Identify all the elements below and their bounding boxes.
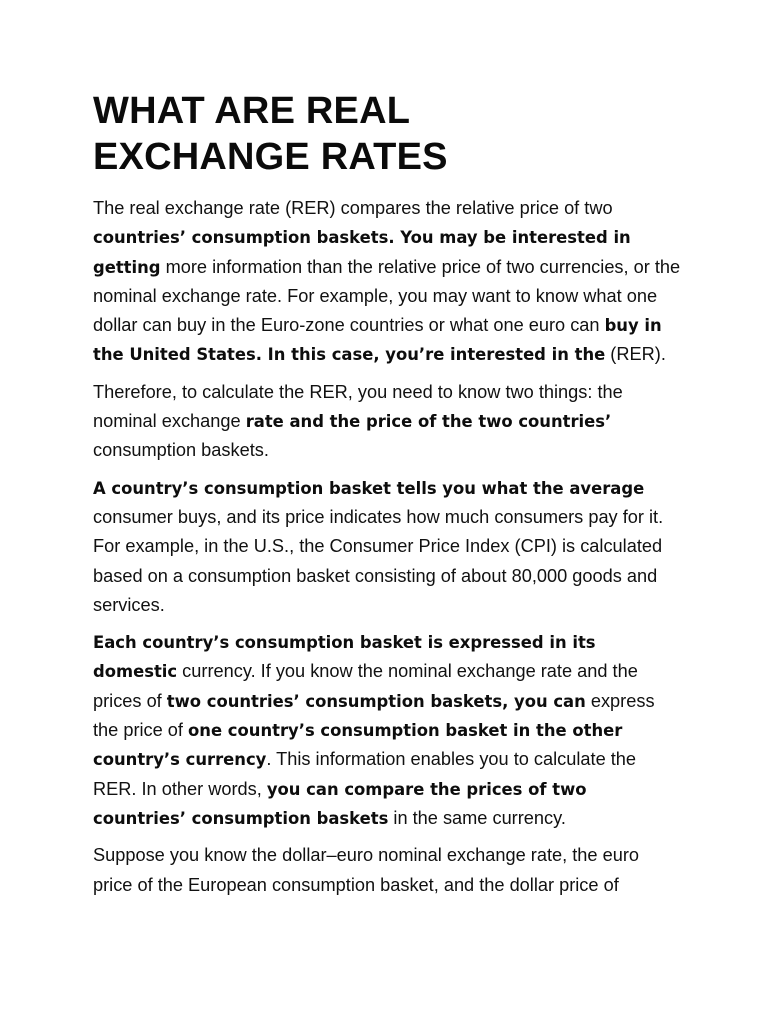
title-line-2: EXCHANGE RATES: [93, 136, 448, 178]
text-run: (RER).: [605, 344, 666, 365]
text-run: consumer buys, and its price indicates how much consumers pay for it. For example, in the U.S., the Consumer Price Index (CPI) is calculated based on a consumption basket consisting of about 80,000 goods and services.: [93, 506, 664, 615]
text-run: consumption baskets.: [93, 440, 269, 461]
paragraph-4: [93, 628, 683, 833]
text-run: express the price of: [93, 690, 655, 741]
highlighted-run: buy in the United States. In this case, you’re interested in the: [93, 316, 662, 365]
highlighted-run: one country’s consumption basket in the other country’s currency: [93, 721, 623, 770]
highlighted-run: you can compare the prices of two countries’ consumption baskets: [93, 779, 587, 828]
text-run: more information than the relative price of two currencies, or the nominal exchange rate. For example, you may want to know what one dollar can buy in the Euro-zone countries or what one euro can: [93, 256, 681, 336]
paragraph-2: [93, 378, 683, 466]
paragraph-3: [93, 474, 683, 620]
document-page: [93, 88, 683, 908]
paragraph-5: [93, 841, 683, 900]
text-run: currency. If you know the nominal exchange rate and the prices of: [93, 661, 638, 711]
document-title: [93, 88, 683, 180]
highlighted-run: two countries’ consumption baskets, you can: [166, 691, 586, 711]
highlighted-run: A country’s consumption basket tells you what the average: [93, 478, 645, 498]
title-line-1: WHAT ARE REAL: [93, 90, 411, 132]
highlighted-run: rate and the price of the two countries’: [245, 412, 612, 432]
highlighted-run: countries’ consumption baskets. You may be interested in getting: [93, 228, 631, 277]
text-run: The real exchange rate (RER) compares the relative price of two: [93, 198, 613, 218]
text-run: Suppose you know the dollar–euro nominal exchange rate, the euro price of the European consumption basket, and the dollar price of: [93, 845, 639, 895]
text-run: in the same currency.: [388, 807, 566, 828]
text-run: Therefore, to calculate the RER, you need to know two things: the nominal exchange: [93, 381, 623, 432]
text-run: . This information enables you to calculate the RER. In other words,: [93, 749, 637, 799]
highlighted-run: Each country’s consumption basket is expressed in its domestic: [93, 633, 596, 682]
paragraph-1: [93, 194, 683, 370]
